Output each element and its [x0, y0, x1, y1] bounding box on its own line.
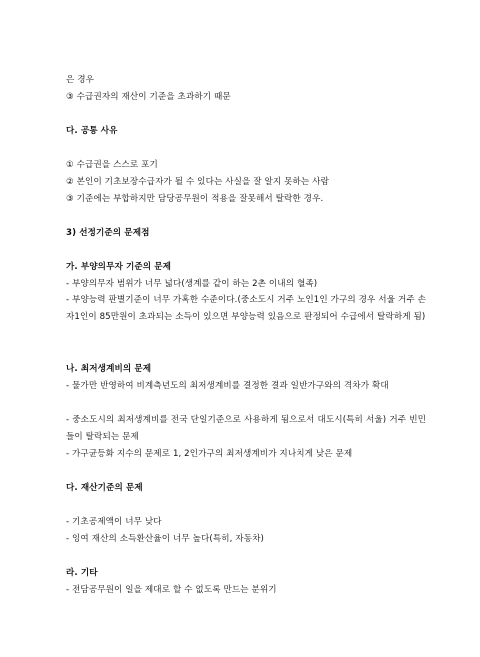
- bullet-support-capacity: - 부양능력 판별기준이 너무 가혹한 수준이다.(중소도시 거주 노인1인 가구의 경우 서울 거주 손자1인이 85만원이 초과되는 소득이 있으면 부양능력 있음으로 판정되어 수급에서 탈락하게 됨): [66, 295, 426, 322]
- subsection-heading-other: 라. 기타: [66, 568, 98, 578]
- bullet-obligor-range: - 부양의무자 범위가 너무 넓다(생계를 같이 하는 2촌 이내의 혈족): [66, 279, 318, 289]
- bullet-price-reflection: - 물가만 반영하여 비계측년도의 최저생계비를 결정한 결과 일반가구와의 격차가 확대: [66, 381, 389, 391]
- list-item-asset-criteria: ③ 수급권자의 재산이 기준을 초과하기 때문: [66, 92, 231, 102]
- list-item-unaware: ② 본인이 기초보장수급자가 될 수 있다는 사실을 잘 알지 못하는 사람: [66, 177, 329, 187]
- bullet-conversion-rate: - 잉여 재산의 소득환산율이 너무 높다(특히, 자동차): [66, 534, 264, 544]
- list-item-misapplied: ③ 기준에는 부합하지만 담당공무원이 적용을 잘못해서 탈락한 경우.: [66, 194, 324, 204]
- section-heading-common-reasons: 다. 공통 사유: [66, 126, 118, 136]
- bullet-equivalence-index: - 가구균등화 지수의 문제로 1, 2인가구의 최저생계비가 지나치게 낮은 문제: [66, 449, 353, 459]
- bullet-basic-deduction: - 기초공제액이 너무 낮다: [66, 517, 162, 527]
- subsection-heading-minimum-cost: 나. 최저생계비의 문제: [66, 364, 152, 374]
- subsection-heading-asset-criteria: 다. 재산기준의 문제: [66, 483, 143, 493]
- list-item-self-waiver: ① 수급권을 스스로 포기: [66, 160, 158, 170]
- bullet-staff-environment: - 전담공무원이 일을 제대로 할 수 없도록 만드는 분위기: [66, 585, 277, 595]
- section-heading-selection-problems: 3) 선정기준의 문제점: [66, 228, 150, 238]
- subsection-heading-support-obligor: 가. 부양의무자 기준의 문제: [66, 262, 172, 272]
- bullet-single-standard: - 중소도시의 최저생계비를 전국 단일기준으로 사용하게 됨으로서 대도시(특히 서울) 거주 빈민들이 탈락되는 문제: [66, 415, 426, 442]
- text-line-continuation: 은 경우: [66, 75, 95, 85]
